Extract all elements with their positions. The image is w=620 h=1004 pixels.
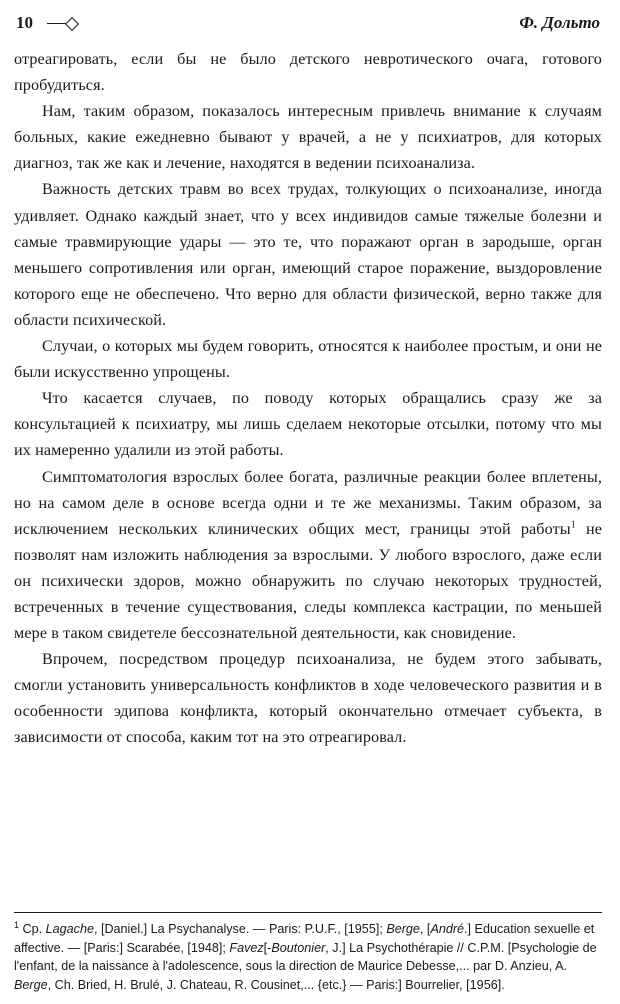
paragraph-4: Случаи, о которых мы будем говорить, относятся к наиболее простым, и они не были искусственно упрощены. (14, 337, 602, 382)
paragraph-6-part-1: Симптоматология взрослых более богата, различные реакции более вплетены, но на самом деле в основе всегда одни и те же механизмы. Таким образом, за исключением нескольких клинических общих мест, границы этой работы (14, 467, 602, 538)
footnote-area (14, 912, 602, 994)
running-head-author: Ф. Дольто (519, 13, 600, 32)
page-number: 10 (16, 13, 33, 32)
paragraph-5: Что касается случаев, по поводу которых обращались сразу же за консультацией к психиатру, мы лишь сделаем некоторые отсылки, потому что мы их намеренно удалили из этой работы. (14, 389, 602, 460)
paragraph-6-part-2: не позволят нам изложить наблюдения за взрослыми. У любого взрослого, даже если он психически здоров, можно обнаружить по случаю некоторых трудностей, встреченных в течение существования, следы комплекса кастрации, по меньшей мере в таком свидетеле бессознательной деятельности, как сновидение. (14, 519, 603, 643)
paragraph-2: Нам, таким образом, показалось интересным привлечь внимание к случаям больных, какие ежедневно бывают у врачей, а не у психиатров, для которых диагноз, так же как и лечение, находятся в ведении психоанализа. (14, 102, 602, 173)
paragraph-6 (14, 464, 602, 647)
paragraph-1: отреагировать, если бы не было детского невротического очага, готового пробудиться. (14, 50, 602, 95)
footnote-line-1: Ср. Lagache, [Daniel.] La Psychanalyse. — Paris: P.U.F., [1955]; Berge, [André.] (22, 922, 472, 937)
body-text (14, 46, 602, 751)
header-ornament-rule (47, 17, 509, 29)
footnote-text (14, 920, 602, 994)
paragraph-3: Важность детских травм во всех трудах, толкующих о психоанализе, иногда удивляет. Однако каждый знает, что у всех индивидов самые тяжелые болезни и самые травмирующие удары — это те, что поражают орган в зародыше, орган меньшего сопротивления или орган, имеющий старое поражение, выздоровление которого еще не обеспечено. Что верно для области физической, верно также для области психической. (14, 180, 602, 329)
footnote-line-5: J. Chateau, R. Cousinet,... {etc.} — Paris:] Bourrelier, [1956]. (166, 977, 505, 992)
footnote-reference-1[interactable]: 1 (570, 519, 576, 531)
footnote-line-2: Education sexuelle et affective. — [Paris:] Scarabée, [1948]; Favez[-Boutonier, J.] (14, 922, 595, 955)
paragraph-7: Впрочем, посредством процедур психоанализа, не будем этого забывать, смогли установить универсальность конфликтов в ходе человеческого развития и в особенности эдипова конфликта, который окончательно отмечает субъекта, в зависимости от способа, каким тот на это отреагировал. (14, 650, 602, 747)
footnote-line-4: sous la direction de Maurice Debesse,... par D. Anzieu, A. Berge, Ch. Bried, H. Brulé, (14, 959, 567, 992)
footnote-marker: 1 (14, 920, 20, 931)
footnote-separator-rule (14, 912, 602, 913)
footnote-line-3: La Psychothérapie // C.P.M. [Psychologie de l'enfant, de la naissance à l'adolescence, (14, 940, 597, 974)
running-head (14, 10, 602, 36)
diamond-icon (65, 17, 79, 31)
